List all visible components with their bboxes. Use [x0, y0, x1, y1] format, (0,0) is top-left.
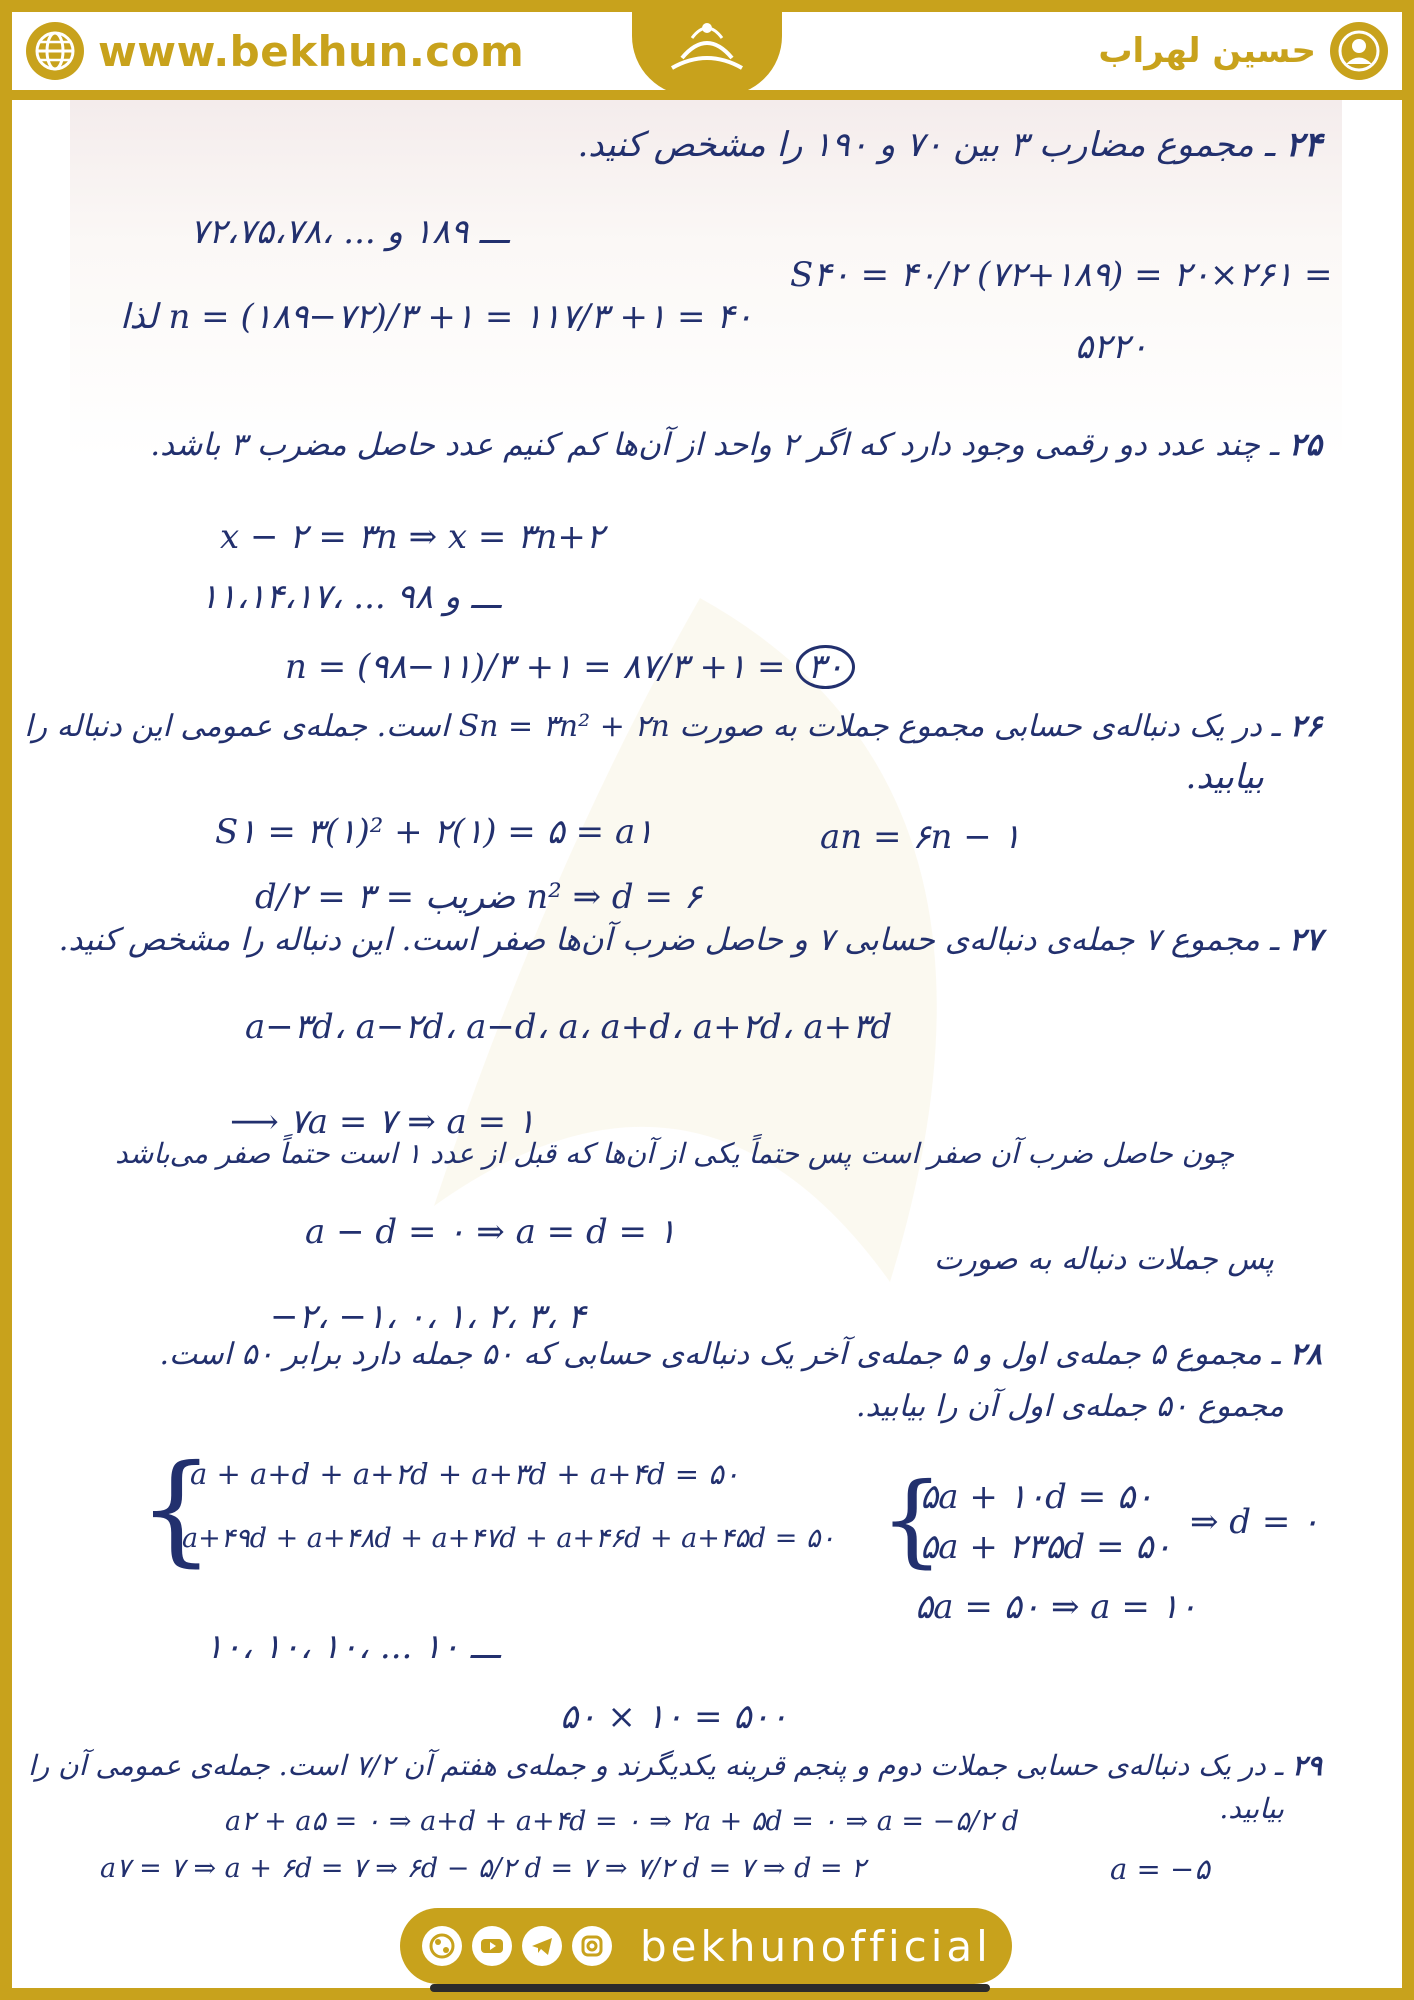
q27-note: چون حاصل ضرب آن صفر است پس حتماً یکی از آن‌ها که قبل از عدد ۱ است حتماً صفر می‌باشد — [115, 1137, 1234, 1170]
youtube-icon[interactable] — [472, 1926, 512, 1966]
q29-statement-2: بیابید. — [1219, 1792, 1284, 1825]
q26-an: an = ۶n − ۱ — [820, 817, 1021, 857]
q27-note-2: پس جملات دنباله به صورت — [933, 1242, 1274, 1277]
q24-n-calc: لذا n = (۱۸۹−۷۲)/۳ +۱ = ۱۱۷/۳ +۱ = ۴۰ — [120, 297, 753, 337]
q26-s1: S۱ = ۳(۱)² + ۲(۱) = ۵ = a۱ — [215, 812, 654, 852]
author-block — [1098, 20, 1388, 82]
q25-equation: x − ۲ = ۳n ⇒ x = ۳n+۲ — [220, 517, 605, 557]
q25-answer: ۳۰ — [796, 645, 855, 689]
q27-result: −۲، −۱، ۰، ۱، ۲، ۳، ۴ — [270, 1297, 586, 1337]
q29-a: a = −۵ — [1110, 1852, 1210, 1886]
q25-sequence: ۱۱،۱۴،۱۷، ... ـــ و ۹۸ — [200, 577, 501, 617]
q24-sequence: ۷۲،۷۵،۷۸، ... ـــ ۱۸۹ و — [190, 212, 510, 252]
q27-equation-2: a − d = ۰ ⇒ a = d = ۱ — [305, 1212, 677, 1252]
instagram-icon[interactable] — [572, 1926, 612, 1966]
q28-sequence: ۱۰، ۱۰، ۱۰، ... ـــ ۱۰ — [205, 1627, 501, 1667]
footer-social-bar — [400, 1908, 1012, 1984]
q28-system-brace: { — [138, 1440, 215, 1579]
q27-terms: a−۳d، a−۲d، a−d، a، a+d، a+۲d، a+۳d — [245, 1007, 893, 1047]
author-name: حسین لهراب — [1098, 31, 1316, 71]
q25-n-calc: n = (۹۸−۱۱)/۳ +۱ = ۸۷/۳ +۱ = ۳۰ — [285, 645, 855, 689]
q28-result-eq1: ۵a + ۱۰d = ۵۰ — [920, 1477, 1154, 1517]
q28-total: ۵۰ × ۱۰ = ۵۰۰ — [560, 1697, 789, 1737]
q26-statement-2: بیابید. — [1185, 757, 1264, 797]
telegram-icon[interactable] — [522, 1926, 562, 1966]
q24-sum: S۴۰ = ۴۰/۲ (۷۲+۱۸۹) = ۲۰×۲۶۱ = — [790, 255, 1333, 295]
q27-equation: ⟶ ۷a = ۷ ⇒ a = ۱ — [230, 1102, 536, 1142]
site-link[interactable] — [26, 20, 524, 82]
q28-statement-2: مجموع ۵۰ جمله‌ی اول آن را بیابید. — [855, 1389, 1284, 1424]
social-handle[interactable]: bekhunofficial — [640, 1921, 992, 1971]
q24-statement: ۲۴ ـ مجموع مضارب ۳ بین ۷۰ و ۱۹۰ را مشخص کنید. — [577, 125, 1322, 165]
aparat-icon[interactable] — [422, 1926, 462, 1966]
q28-result-d: ⇒ d = ۰ — [1190, 1502, 1320, 1542]
q29-equation-2: a۷ = ۷ ⇒ a + ۶d = ۷ ⇒ ۶d − ۵/۲ d = ۷ ⇒ ۷/۲ d = ۷ ⇒ d = ۲ — [100, 1853, 866, 1884]
globe-icon — [26, 22, 84, 80]
user-icon — [1330, 22, 1388, 80]
q25-statement: ۲۵ ـ چند عدد دو رقمی وجود دارد که اگر ۲ واحد از آن‌ها کم کنیم عدد حاصل مضرب ۳ باشد. — [150, 427, 1322, 463]
q28-result-eq2: ۵a + ۲۳۵d = ۵۰ — [920, 1527, 1172, 1567]
q28-result-a: ۵a = ۵۰ ⇒ a = ۱۰ — [915, 1587, 1198, 1627]
q28-system-eq1: a + a+d + a+۲d + a+۳d + a+۴d = ۵۰ — [190, 1457, 740, 1491]
book-logo-icon — [652, 8, 762, 88]
q24-sum-result: ۵۲۲۰ — [1075, 327, 1149, 367]
bekhun-logo — [632, 0, 782, 96]
q28-result-brace: { — [880, 1461, 944, 1578]
q28-system-eq2: a+۴۹d + a+۴۸d + a+۴۷d + a+۴۶d + a+۴۵d = ۵۰ — [182, 1523, 835, 1554]
q26-d: d/۲ = ۳ = ضریب n² ⇒ d = ۶ — [255, 877, 703, 917]
footer-shadow — [430, 1984, 990, 1992]
q26-statement: ۲۶ ـ در یک دنباله‌ی حسابی مجموع جملات به صورت Sn = ۳n² + ۲n است. جمله‌ی عمومی این دنباله را — [24, 709, 1322, 744]
q27-statement: ۲۷ ـ مجموع ۷ جمله‌ی دنباله‌ی حسابی ۷ و حاصل ضرب آن‌ها صفر است. این دنباله را مشخص کنید. — [58, 922, 1322, 958]
site-url: www.bekhun.com — [98, 26, 525, 76]
q29-statement: ۲۹ ـ در یک دنباله‌ی حسابی جملات دوم و پنجم قرینه یکدیگرند و جمله‌ی هفتم آن ۷/۲ است. جمله‌ی عمومی آن را — [27, 1749, 1322, 1782]
q29-equation-1: a۲ + a۵ = ۰ ⇒ a+d + a+۴d = ۰ ⇒ ۲a + ۵d = ۰ ⇒ a = −۵/۲ d — [225, 1806, 1020, 1837]
q28-statement: ۲۸ ـ مجموع ۵ جمله‌ی اول و ۵ جمله‌ی آخر یک دنباله‌ی حسابی که ۵۰ جمله دارد برابر ۵۰ است. — [159, 1337, 1322, 1372]
